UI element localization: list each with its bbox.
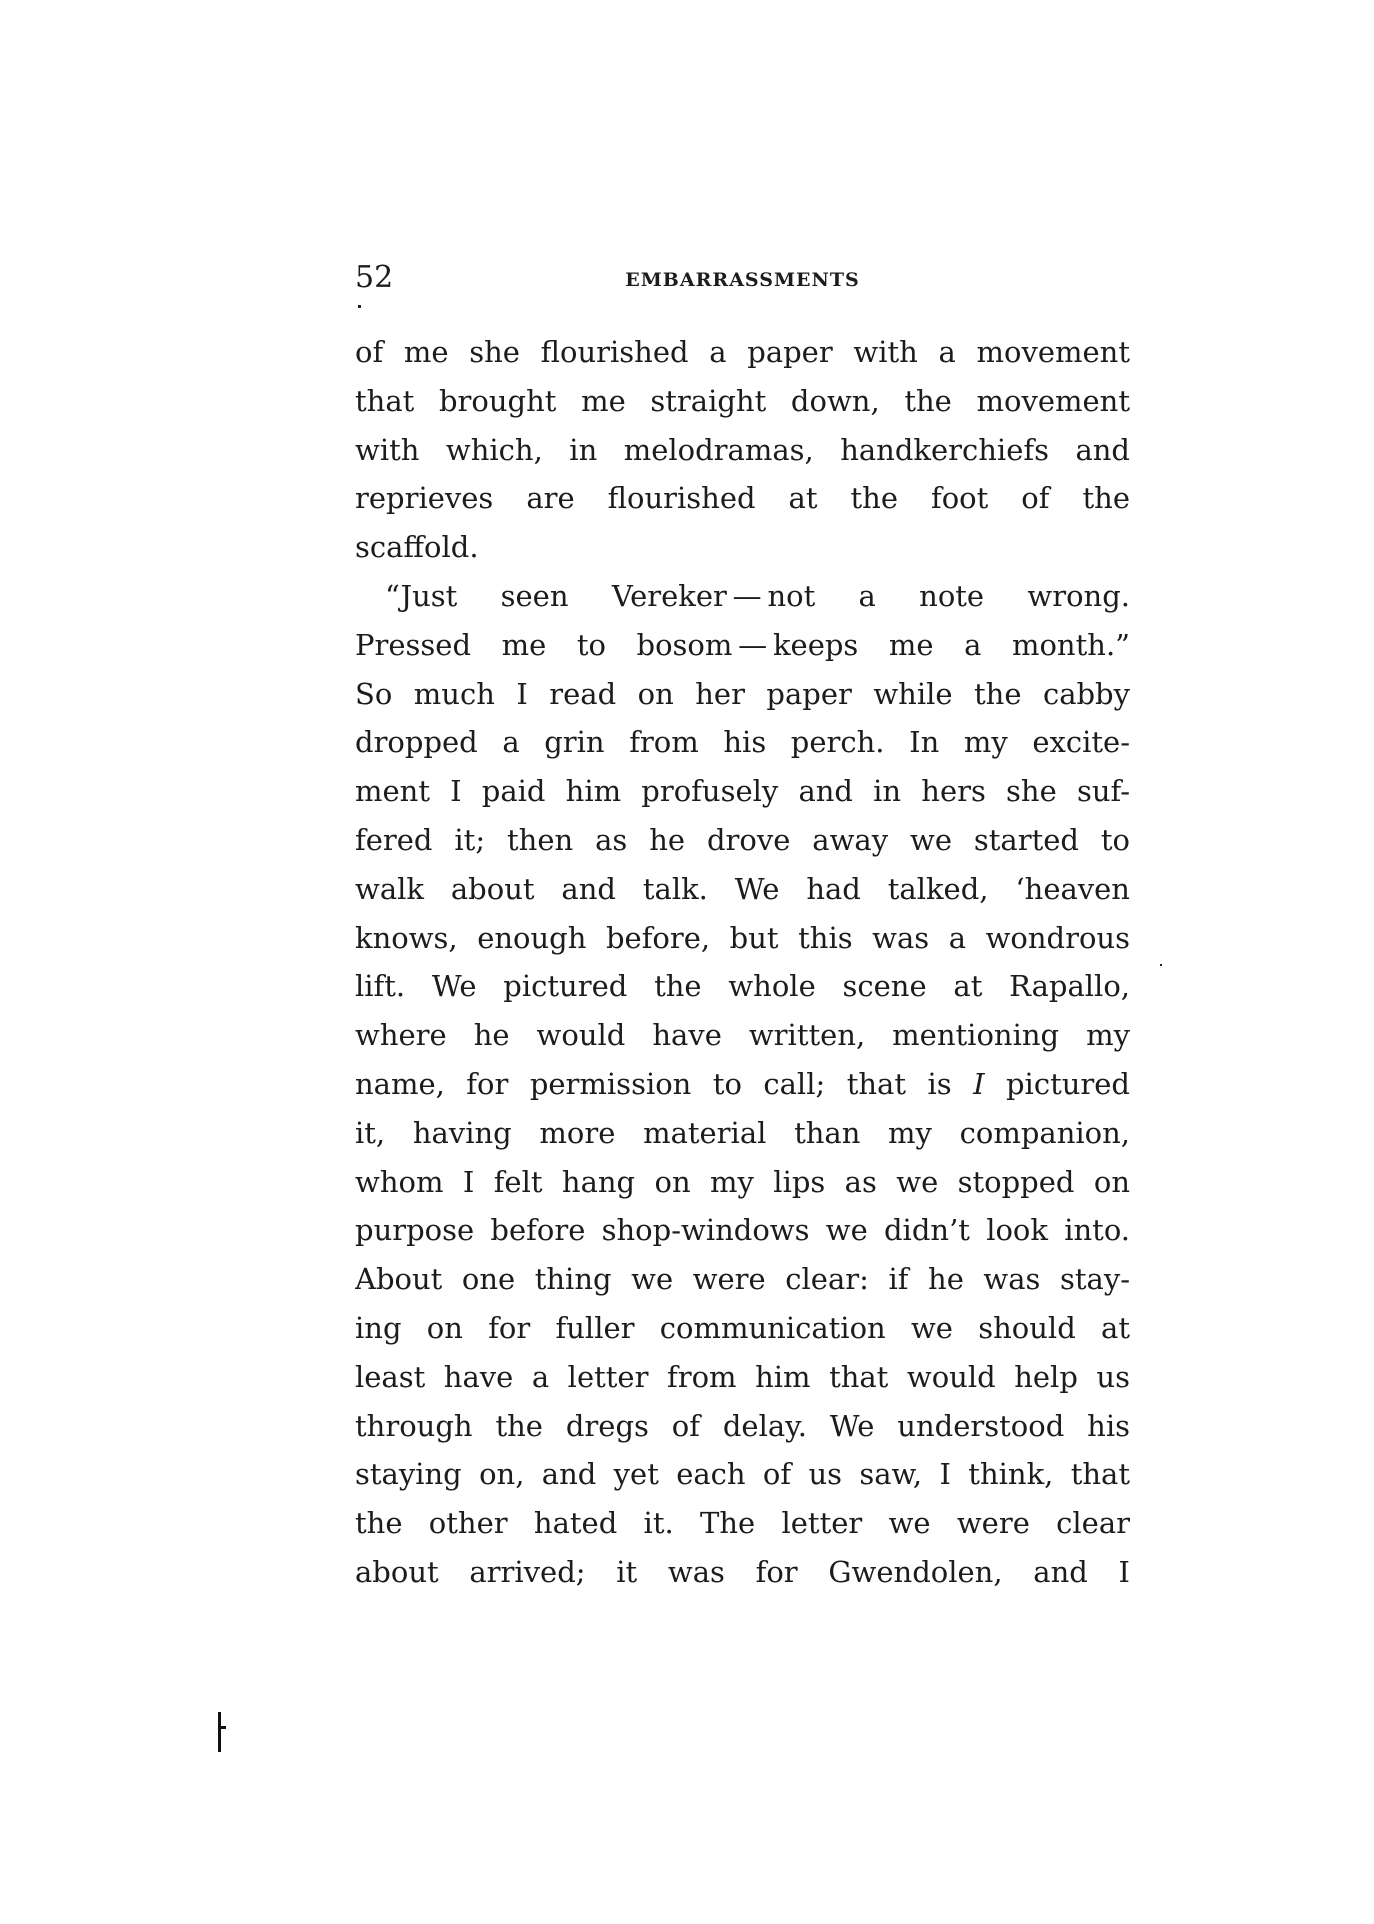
text-line: it, having more material than my companion, xyxy=(355,1115,1130,1150)
text-line: of me she flourished a paper with a movement xyxy=(355,335,1130,369)
text-line: “Just seen Vereker — not a note wrong. xyxy=(385,578,1130,613)
text-line: So much I read on her paper while the cabby xyxy=(355,676,1130,711)
page-header xyxy=(355,258,1130,298)
ink-speck xyxy=(358,305,361,308)
text-line: with which, in melodramas, handkerchiefs and xyxy=(355,432,1130,467)
text-line: ment I paid him profusely and in hers she suf- xyxy=(355,774,1130,809)
text-line: Pressed me to bosom — keeps me a month.” xyxy=(355,627,1130,662)
line-text-after: pictured xyxy=(984,1066,1130,1101)
body-text xyxy=(355,328,1130,1597)
text-line: ing on for fuller communication we should at xyxy=(355,1310,1130,1345)
page-number: 52 xyxy=(355,260,394,295)
text-line: about arrived; it was for Gwendolen, and I xyxy=(355,1554,1130,1589)
text-line: reprieves are flourished at the foot of the xyxy=(355,481,1130,516)
text-line: lift. We pictured the whole scene at Rapallo, xyxy=(355,969,1130,1004)
italic-pronoun: I xyxy=(973,1066,985,1101)
margin-mark xyxy=(218,1712,221,1752)
text-line: least have a letter from him that would help us xyxy=(355,1359,1130,1394)
text-line: that brought me straight down, the movement xyxy=(355,383,1130,418)
text-line: scaffold. xyxy=(355,530,479,565)
text-line: purpose before shop-windows we didn’t look into. xyxy=(355,1213,1130,1248)
text-line: dropped a grin from his perch. In my excite- xyxy=(355,725,1130,760)
text-line: whom I felt hang on my lips as we stopped on xyxy=(355,1164,1130,1199)
text-line: through the dregs of delay. We understood his xyxy=(355,1408,1130,1443)
text-line: where he would have written, mentioning my xyxy=(355,1018,1130,1053)
running-title: EMBARRASSMENTS xyxy=(625,269,860,291)
line-text-before: name, for permission to call; that is xyxy=(355,1066,974,1101)
text-line: knows, enough before, but this was a wondrous xyxy=(355,920,1130,955)
text-line-italic xyxy=(355,1060,1130,1109)
ink-speck xyxy=(1160,964,1162,966)
text-line: walk about and talk. We had talked, ‘heaven xyxy=(355,871,1130,906)
text-line: About one thing we were clear: if he was stay- xyxy=(355,1262,1130,1297)
text-line: fered it; then as he drove away we started to xyxy=(355,822,1130,857)
text-line: the other hated it. The letter we were clear xyxy=(355,1506,1130,1541)
text-line: staying on, and yet each of us saw, I think, that xyxy=(355,1457,1130,1492)
